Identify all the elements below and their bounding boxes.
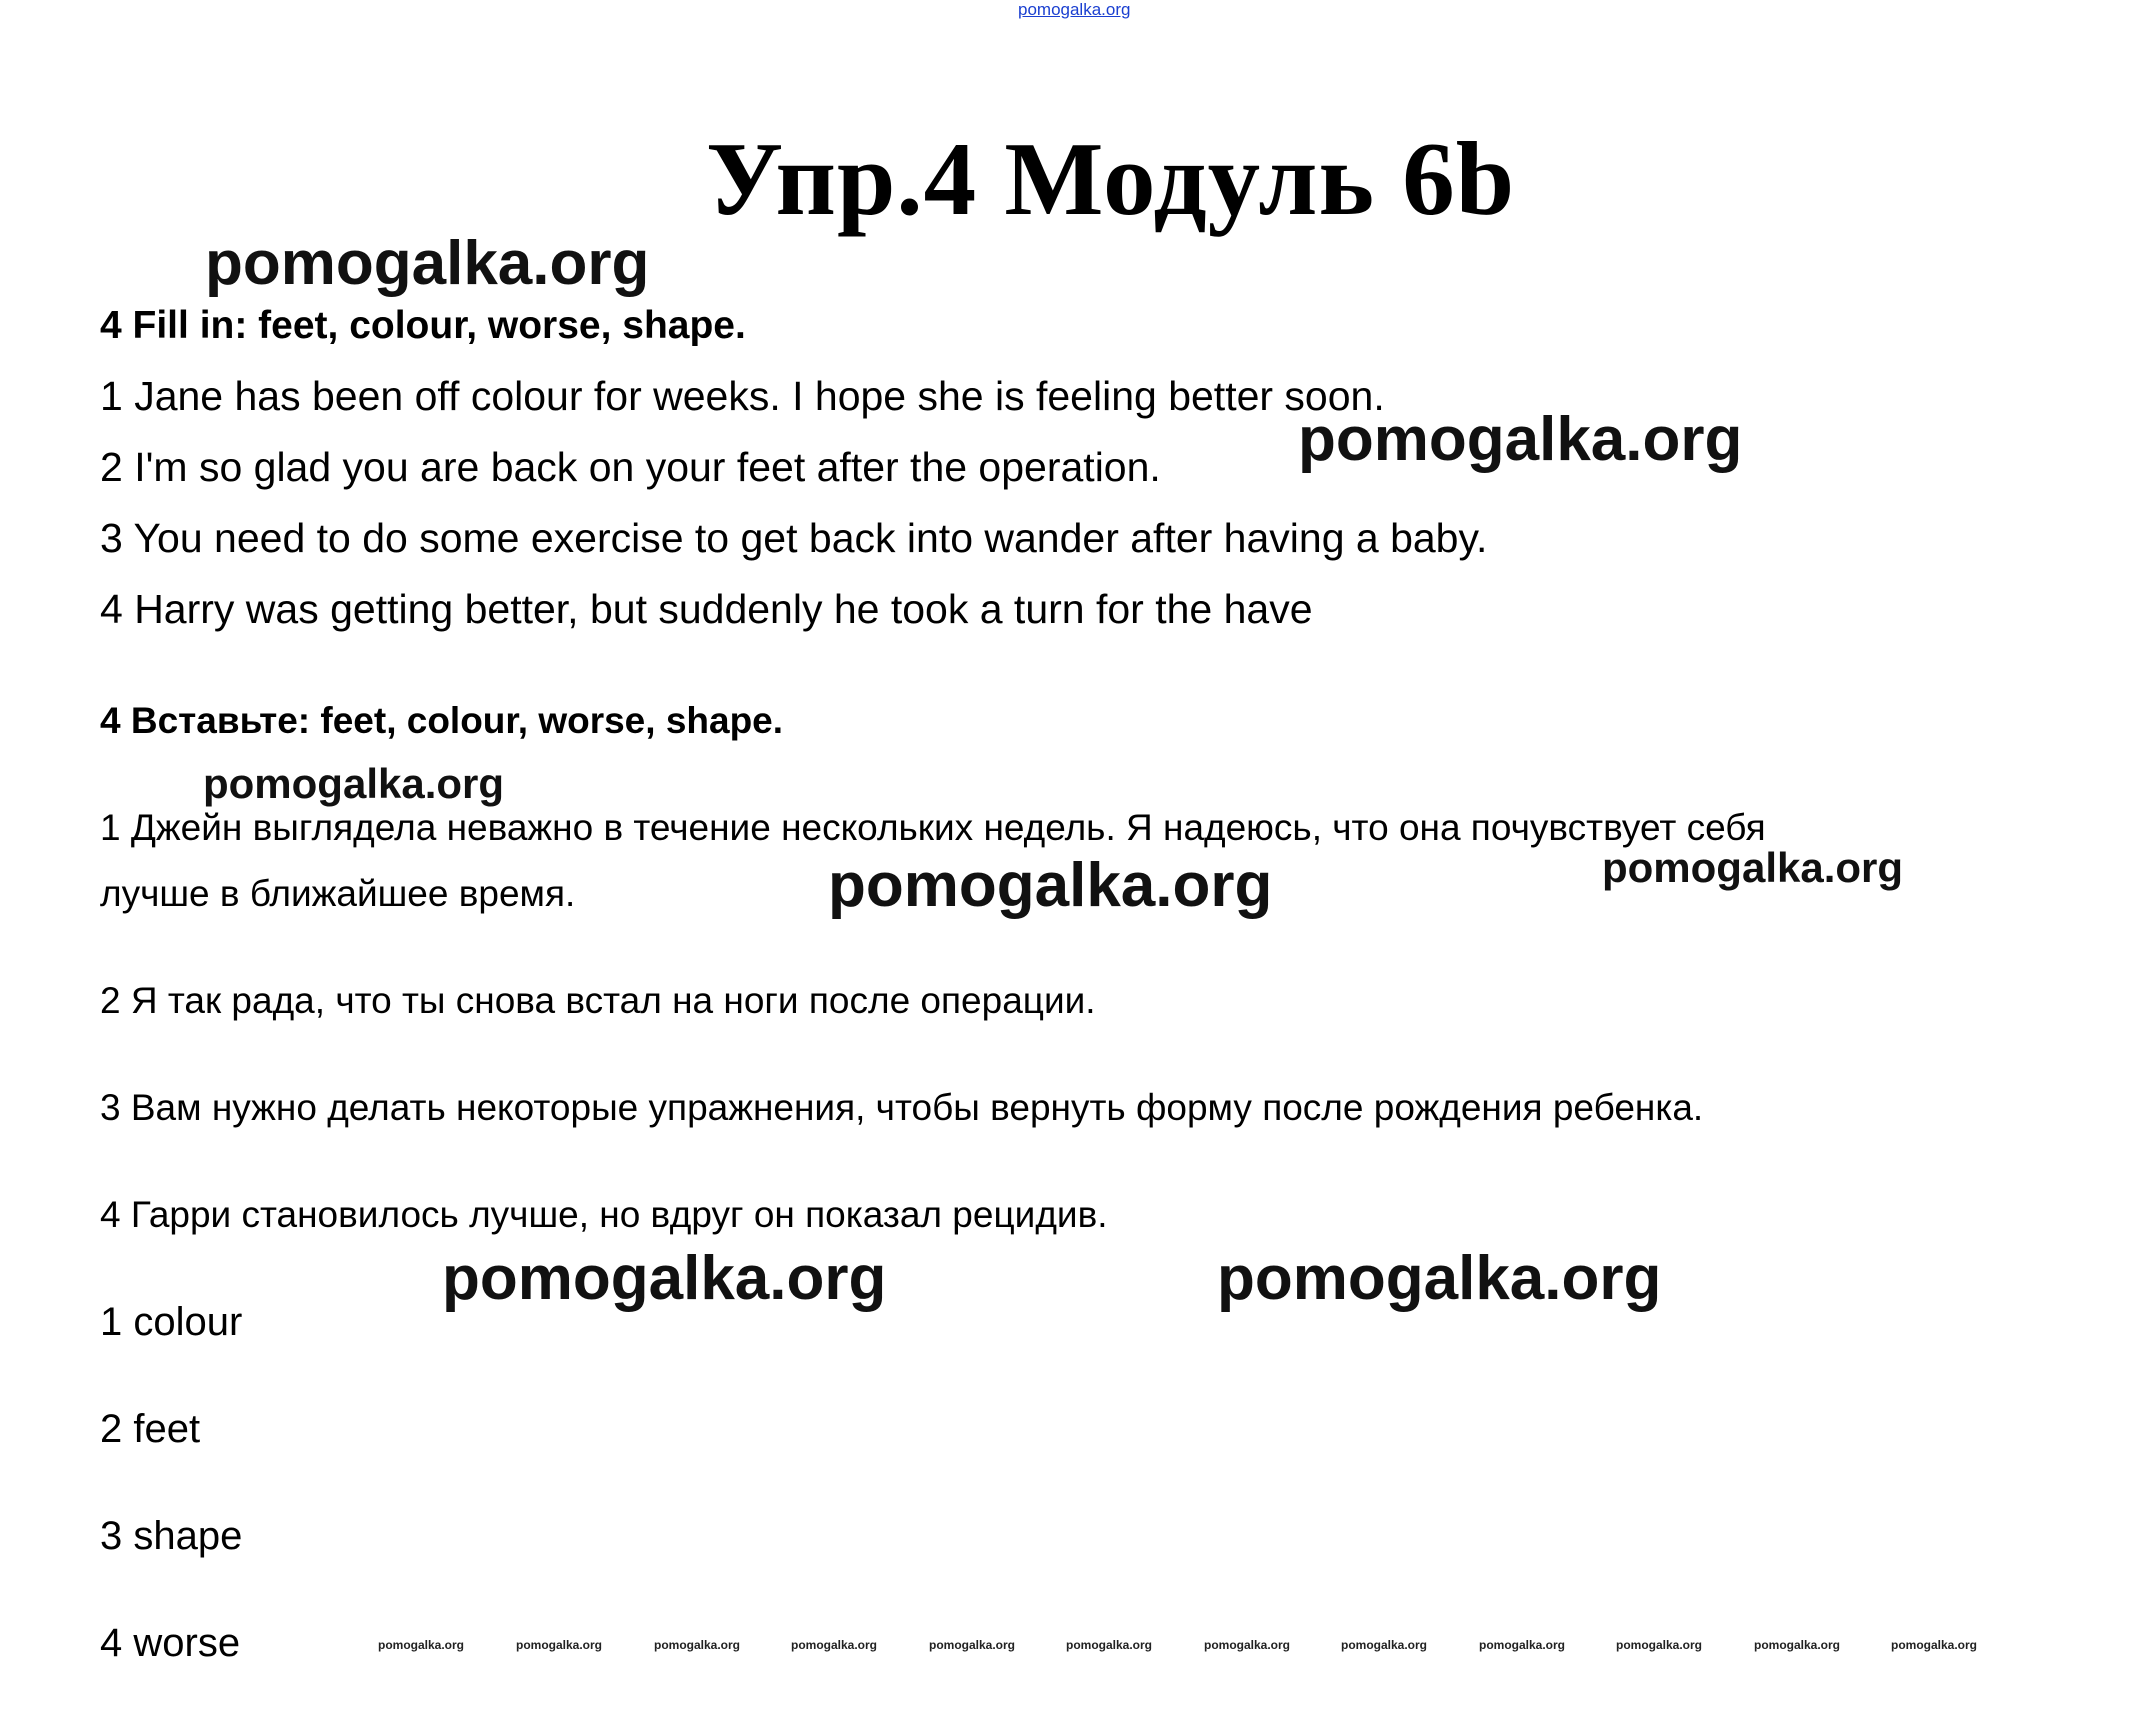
sentence-en-2: 2 I'm so glad you are back on your feet after the operation.	[100, 444, 1161, 490]
task-heading-ru: 4 Вставьте: feet, colour, worse, shape.	[100, 700, 784, 741]
watermark: pomogalka.org	[205, 229, 650, 298]
sentence-en-4: 4 Harry was getting better, but suddenly he took a turn for the have	[100, 586, 1313, 632]
sentence-ru-3: 3 Вам нужно делать некоторые упражнения, чтобы вернуть форму после рождения ребенка.	[100, 1087, 1704, 1128]
sentence-en-3: 3 You need to do some exercise to get back into wander after having a baby.	[100, 515, 1488, 561]
sentence-ru-1a: 1 Джейн выглядела неважно в течение нескольких недель. Я надеюсь, что она почувствует себя	[100, 807, 1766, 848]
site-link[interactable]: pomogalka.org	[1018, 0, 1131, 19]
watermark-small: pomogalka.org	[378, 1638, 465, 1652]
sentence-ru-4: 4 Гарри становилось лучше, но вдруг он показал рецидив.	[100, 1194, 1108, 1235]
task-heading-en: 4 Fill in: feet, colour, worse, shape.	[100, 304, 746, 347]
watermark-small: pomogalka.org	[1891, 1638, 1978, 1652]
watermark-small: pomogalka.org	[654, 1638, 741, 1652]
answer-3: 3 shape	[100, 1514, 243, 1558]
watermark: pomogalka.org	[1602, 844, 1904, 891]
page-title: Упр.4 Модуль 6b	[706, 120, 1516, 237]
watermark: pomogalka.org	[442, 1244, 887, 1313]
watermark-small: pomogalka.org	[1066, 1638, 1153, 1652]
watermark-small: pomogalka.org	[516, 1638, 603, 1652]
watermark-small: pomogalka.org	[1616, 1638, 1703, 1652]
watermark: pomogalka.org	[203, 760, 505, 807]
answer-1: 1 colour	[100, 1300, 243, 1344]
watermark-small: pomogalka.org	[791, 1638, 878, 1652]
watermark-small: pomogalka.org	[1479, 1638, 1566, 1652]
watermark: pomogalka.org	[828, 851, 1273, 920]
answer-4: 4 worse	[100, 1621, 241, 1665]
watermark: pomogalka.org	[1217, 1244, 1662, 1313]
sentence-en-1: 1 Jane has been off colour for weeks. I hope she is feeling better soon.	[100, 373, 1385, 419]
watermark: pomogalka.org	[1298, 405, 1743, 474]
answer-2: 2 feet	[100, 1407, 201, 1451]
sentence-ru-1b: лучше в ближайшее время.	[100, 873, 576, 914]
sentence-ru-2: 2 Я так рада, что ты снова встал на ноги после операции.	[100, 980, 1096, 1021]
watermark-small: pomogalka.org	[1754, 1638, 1841, 1652]
watermark-small: pomogalka.org	[1341, 1638, 1428, 1652]
watermark-small: pomogalka.org	[929, 1638, 1016, 1652]
watermark-small: pomogalka.org	[1204, 1638, 1291, 1652]
